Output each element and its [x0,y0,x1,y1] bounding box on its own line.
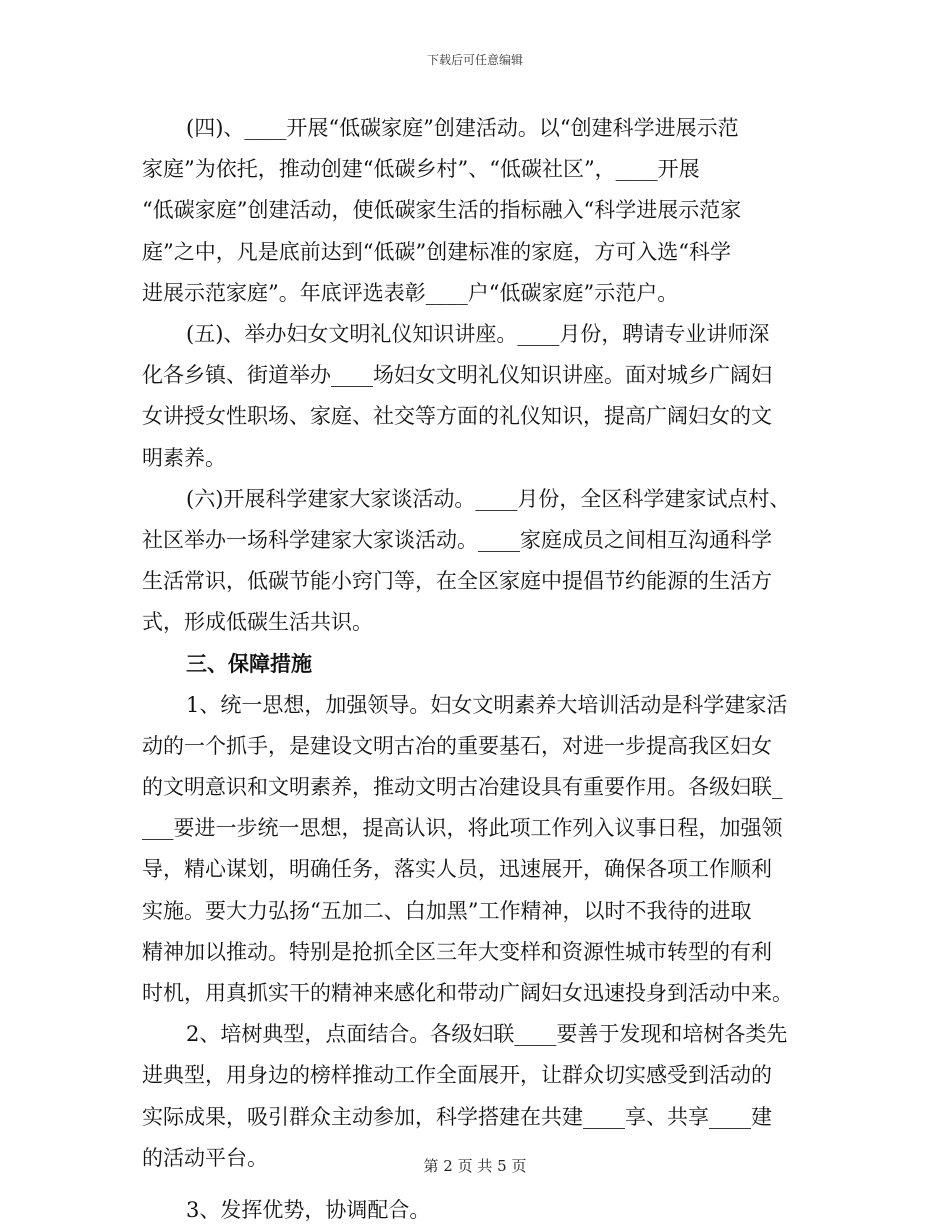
body-text-line: 社区举办一场科学建家大家谈活动。____家庭成员之间相互沟通科学 [142,527,772,552]
body-text-line: 动的一个抓手，是建设文明古冶的重要基石，对进一步提高我区妇女 [142,733,772,758]
body-text-line: ___要进一步统一思想，提高认识，将此项工作列入议事日程，加强领 [142,816,783,841]
body-text-line: 导，精心谋划，明确任务，落实人员，迅速展开，确保各项工作顺利 [142,857,772,882]
body-text-line: 1、统一思想，加强领导。妇女文明素养大培训活动是科学建家活 [186,692,788,717]
body-text-line: 明素养。 [142,445,226,470]
body-text-line: 化各乡镇、街道举办____场妇女文明礼仪知识讲座。面对城乡广阔妇 [142,363,772,388]
body-text-line: 家庭”为依托，推动创建“低碳乡村”、“低碳社区”，____开展 [142,157,700,182]
body-text-line: 式，形成低碳生活共识。 [142,610,373,635]
body-text-line: 3、发挥优势，协调配合。 [186,1197,431,1222]
body-text-line: (四)、____开展“低碳家庭”创建活动。以“创建科学进展示范 [186,116,739,140]
body-text-line: (五)、举办妇女文明礼仪知识讲座。____月份，聘请专业讲师深 [186,321,770,346]
body-text-line: 实际成果，吸引群众主动参加，科学搭建在共建____享、共享____建 [142,1104,772,1129]
body-text-line: 时机，用真抓实干的精神来感化和带动广阔妇女迅速投身到活动中来。 [142,980,793,1005]
page-number-footer: 第 2 页 共 5 页 [423,1157,527,1175]
document-body [142,108,814,1231]
body-text-line: 进典型，用身边的榜样推动工作全面展开，让群众切实感受到活动的 [142,1063,772,1088]
section-heading: 三、保障措施 [186,651,312,677]
body-text-line: 庭”之中，凡是底前达到“低碳”创建标准的家庭，方可入选“科学 [142,239,731,264]
body-text-line: 的文明意识和文明素养，推动文明古冶建设具有重要作用。各级妇联_ [142,775,783,799]
body-text-line: 生活常识，低碳节能小窍门等，在全区家庭中提倡节约能源的生活方 [142,569,772,594]
body-text-line: (六)开展科学建家大家谈活动。____月份，全区科学建家试点村、 [186,486,791,511]
body-text-line: 2、培树典型，点面结合。各级妇联____要善于发现和培树各类先 [186,1022,788,1047]
body-text-line: 女讲授女性职场、家庭、社交等方面的礼仪知识，提高广阔妇女的文 [142,404,772,429]
page-header: 下载后可任意编辑 [426,53,523,67]
body-text-line: “低碳家庭”创建活动，使低碳家生活的指标融入“科学进展示范家 [142,198,742,223]
body-text-line: 进展示范家庭”。年底评选表彰____户“低碳家庭”示范户。 [142,280,679,305]
body-text-line: 实施。要大力弘扬“五加二、白加黑”工作精神，以时不我待的进取 [142,898,752,923]
body-text-line: 的活动平台。 [142,1145,268,1170]
body-text-line: 精神加以推动。特别是抢抓全区三年大变样和资源性城市转型的有利 [142,939,772,964]
